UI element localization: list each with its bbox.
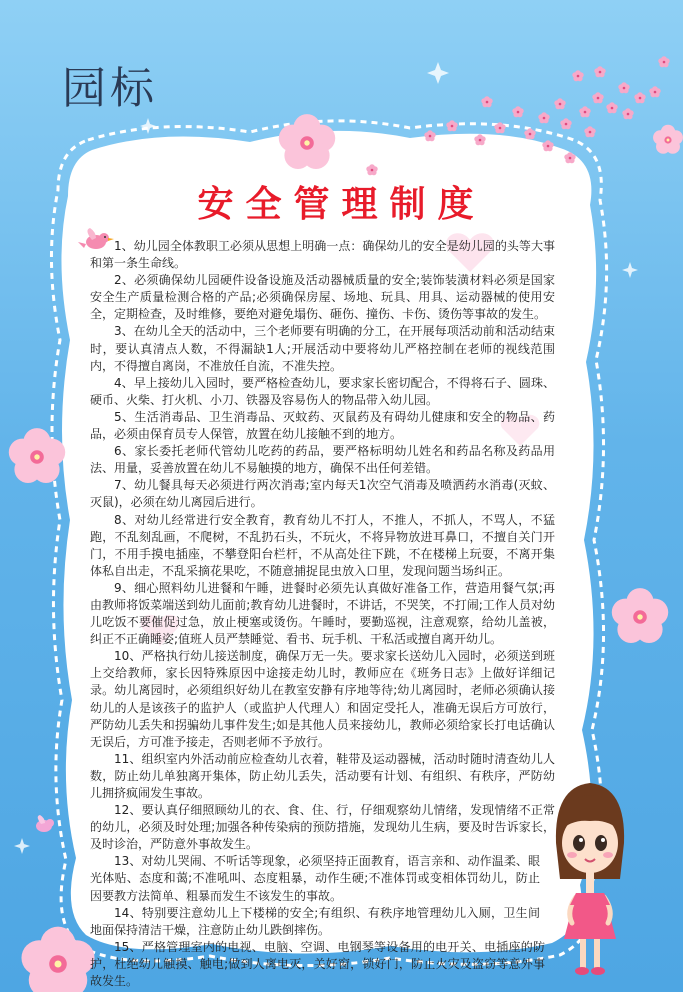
rule-item: 12、要认真仔细照顾幼儿的衣、食、住、行，仔细观察幼儿情绪，发现情绪不正常的幼儿，必须及时处理;加强各种传染病的预防措施，发现幼儿生病，要及时告诉家长，及时诊治，严防意外事故发生。 bbox=[90, 803, 555, 852]
rule-item: 3、在幼儿全天的活动中，三个老师要有明确的分工，在开展每项活动前和活动结束时，要认真清点人数，不得漏缺1人;开展活动中要将幼儿严格控制在老师的视线范围内，不得擅自离岗，不准放任自流，不准失控。 bbox=[90, 324, 555, 373]
rule-item: 8、对幼儿经常进行安全教育，教育幼儿不打人，不推人，不抓人，不骂人，不猛跑，不乱刻乱画，不爬树，不乱扔石头，不玩火，不将异物放进耳鼻口，不擅自关门开门，不用手摸电插座，不攀登阳台栏杆，不从高处往下跳，不在楼梯上玩耍，不离开集体私自出走，不乱采摘花果吃，不随意捕捉昆虫放入口里，发现问题当场纠正。 bbox=[90, 512, 555, 578]
rule-item: 4、早上接幼儿入园时，要严格检查幼儿，要求家长密切配合，不得将石子、圆珠、硬币、火柴、打火机、小刀、铁器及容易伤人的物品带入幼儿园。 bbox=[90, 375, 555, 407]
rule-item: 5、生活消毒品、卫生消毒品、灭蚊药、灭鼠药及有碍幼儿健康和安全的物品、药品，必须由保育员专人保管，放置在幼儿接触不到的地方。 bbox=[90, 409, 555, 442]
rule-item: 11、组织室内外活动前应检查幼儿衣着，鞋带及运动器械，活动时随时清查幼儿人数，防止幼儿单独离开集体，防止幼儿丢失，活动要有计划、有组织、有秩序，严防幼儿拥挤疯闹发生事故。 bbox=[90, 751, 555, 800]
small-bird-icon bbox=[36, 815, 54, 832]
girl-illustration bbox=[556, 783, 624, 975]
rule-item: 10、严格执行幼儿接送制度，确保万无一失。要求家长送幼儿入园时，必须送到班上交给教师，家长因特殊原因中途接走幼儿时，教师应在《班务日志》上做好详细记录。幼儿离园时，必须组织好幼儿在教室安静有序地等待;幼儿离园时，老师必须确认接幼儿的人是该孩子的监护人（或监护人代理人）和固定受托人，准确无误后方可放行，严防幼儿丢失和拐骗幼儿事件发生;如是其他人员来接幼儿，教师必须给家长打电话确认无误后，方可准予接走，否则老师不予放行。 bbox=[90, 649, 555, 749]
rule-item: 6、家长委托老师代管幼儿吃药的药品，要严格标明幼儿姓名和药品名称及药品用法、用量，妥善放置在幼儿不易触摸的地方，确保不出任何差错。 bbox=[90, 444, 555, 476]
rule-item: 1、幼儿园全体教职工必须从思想上明确一点：确保幼儿的安全是幼儿园的头等大事和第一条生命线。 bbox=[90, 239, 555, 271]
logo-placeholder-text: 园标 bbox=[62, 63, 158, 114]
rule-item: 7、幼儿餐具每天必须进行两次消毒;室内每天1次空气消毒及喷洒药水消毒(灭蚊、灭鼠)，必须在幼儿离园后进行。 bbox=[90, 478, 555, 510]
rule-item: 13、对幼儿哭闹、不听话等现象，必须坚持正面教育，语言亲和、动作温柔、眼光体贴、态度和蔼;不准吼叫、态度粗暴，动作生硬;不准体罚或变相体罚幼儿，防止因要教方法简单、粗暴而发生不该发生的事故。 bbox=[90, 854, 540, 903]
rules-list bbox=[90, 238, 555, 990]
rule-item: 15、严格管理室内的电视、电脑、空调、电钢琴等设备用的电开关、电插座的防护，杜绝幼儿触摸、触电;做到人离电灭，关好窗，锁好门，防止火灾及盗窃等意外事故发生。 bbox=[90, 939, 545, 989]
page-title: 安全管理制度 bbox=[197, 184, 486, 225]
rule-item: 2、必须确保幼儿园硬件设备设施及活动器械质量的安全;装饰装潢材料必须是国家安全生产质量检测合格的产品;必须确保房屋、场地、玩具、用具、运动器械的使用安全，定期检查，及时维修，要绝对避免塌伤、砸伤、撞伤、卡伤、烫伤等事故的发生。 bbox=[90, 273, 555, 322]
rule-item: 9、细心照料幼儿进餐和午睡，进餐时必须先认真做好准备工作，营造用餐气氛;再由教师将饭菜端送到幼儿面前;教育幼儿进餐时，不讲话，不哭笑，不打闹;工作人员对幼儿吃饭不要催促过急，放止梗塞或烫伤。午睡时，要勤巡视，注意观察，给幼儿盖被，纠正不正确睡姿;值班人员严禁睡觉、看书、玩手机、干私活或擅自离开幼儿。 bbox=[90, 580, 555, 647]
rule-item: 14、特别要注意幼儿上下楼梯的安全;有组织、有秩序地管理幼儿入厕，卫生间地面保持清洁干燥，注意防止幼儿跌倒摔伤。 bbox=[90, 905, 540, 937]
